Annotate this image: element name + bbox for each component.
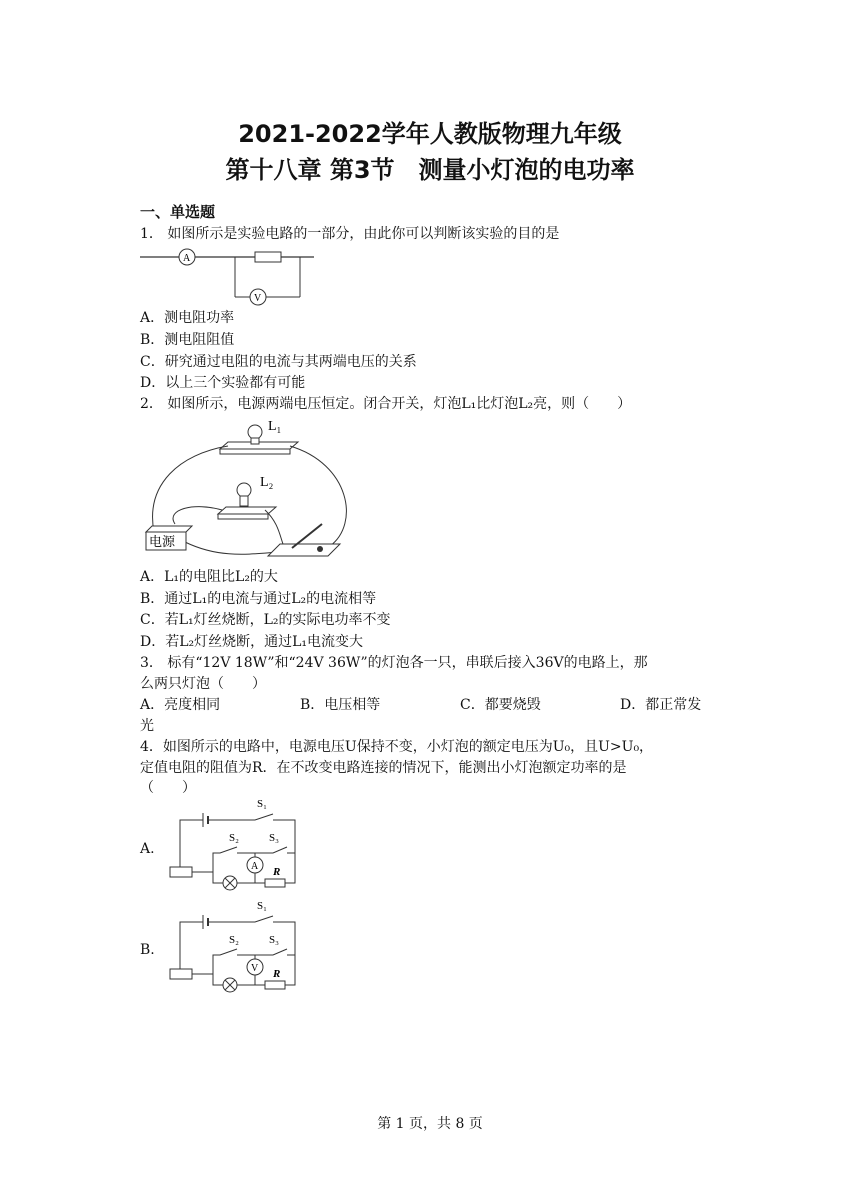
q2-l1-label: L₁	[268, 419, 282, 434]
question-2-stem: 2． 如图所示，电源两端电压恒定。闭合开关，灯泡L₁比灯泡L₂亮，则（ ）	[140, 396, 632, 412]
q4a-s2-label: S₂	[229, 832, 239, 844]
q4b-s1-label: S₁	[257, 900, 267, 912]
q4-circuit-a	[165, 795, 305, 895]
q3-option-d-cont: 光	[140, 718, 154, 734]
section-heading: 一、单选题	[140, 203, 216, 221]
q2-option-d: D．若L₂灯丝烧断，通过L₁电流变大	[140, 634, 364, 650]
question-1-stem: 1． 如图所示是实验电路的一部分，由此你可以判断该实验的目的是	[140, 226, 560, 242]
document-title: 2021-2022学年人教版物理九年级	[238, 120, 622, 148]
q3-option-a: A．亮度相同	[140, 697, 221, 713]
question-4-stem: 4．如图所示的电路中，电源电压U保持不变，小灯泡的额定电压为U₀，且U>U₀，	[140, 739, 654, 755]
question-3-stem-cont: 么两只灯泡（ ）	[140, 676, 266, 692]
q1-option-a: A．测电阻功率	[140, 310, 235, 326]
q1-voltmeter-label: V	[254, 293, 262, 304]
q4-option-a-label: A.	[140, 841, 155, 857]
q4a-s1-label: S₁	[257, 798, 267, 810]
q4a-ammeter-label: A	[251, 861, 259, 872]
q4-option-b-label: B.	[140, 942, 155, 958]
document-subtitle: 第十八章 第3节 测量小灯泡的电功率	[225, 156, 635, 184]
q4-circuit-b	[165, 897, 305, 997]
q4b-s2-label: S₂	[229, 934, 239, 946]
question-4-stem-cont: 定值电阻的阻值为R．在不改变电路连接的情况下，能测出小灯泡额定功率的是	[140, 760, 627, 776]
q2-l2-label: L₂	[260, 475, 274, 490]
q4a-s3-label: S₃	[269, 832, 279, 844]
q2-option-c: C．若L₁灯丝烧断，L₂的实际电功率不变	[140, 612, 391, 628]
q2-option-b: B．通过L₁的电流与通过L₂的电流相等	[140, 591, 377, 607]
q4a-r-label: R	[273, 866, 281, 878]
q4b-s3-label: S₃	[269, 934, 279, 946]
q1-option-d: D．以上三个实验都有可能	[140, 375, 306, 391]
q4b-voltmeter-label: V	[251, 963, 259, 974]
q3-option-d: D．都正常发	[620, 697, 702, 713]
page-footer: 第 1 页，共 8 页	[377, 1116, 483, 1132]
q4b-r-label: R	[273, 968, 281, 980]
q3-option-c: C．都要烧毁	[460, 697, 541, 713]
q1-option-b: B．测电阻阻值	[140, 332, 235, 348]
question-3-stem: 3． 标有“12V 18W”和“24V 36W”的灯泡各一只，串联后接入36V的电路上，那	[140, 655, 648, 671]
q2-circuit-figure	[140, 414, 360, 566]
q3-option-b: B．电压相等	[300, 697, 381, 713]
question-4-stem-end: （ ）	[140, 780, 196, 796]
q1-ammeter-label: A	[183, 253, 191, 264]
q1-option-c: C．研究通过电阻的电流与其两端电压的关系	[140, 354, 417, 370]
q2-option-a: A．L₁的电阻比L₂的大	[140, 569, 278, 585]
q2-source-label: 电源	[149, 534, 176, 549]
q1-circuit-figure	[140, 245, 325, 307]
